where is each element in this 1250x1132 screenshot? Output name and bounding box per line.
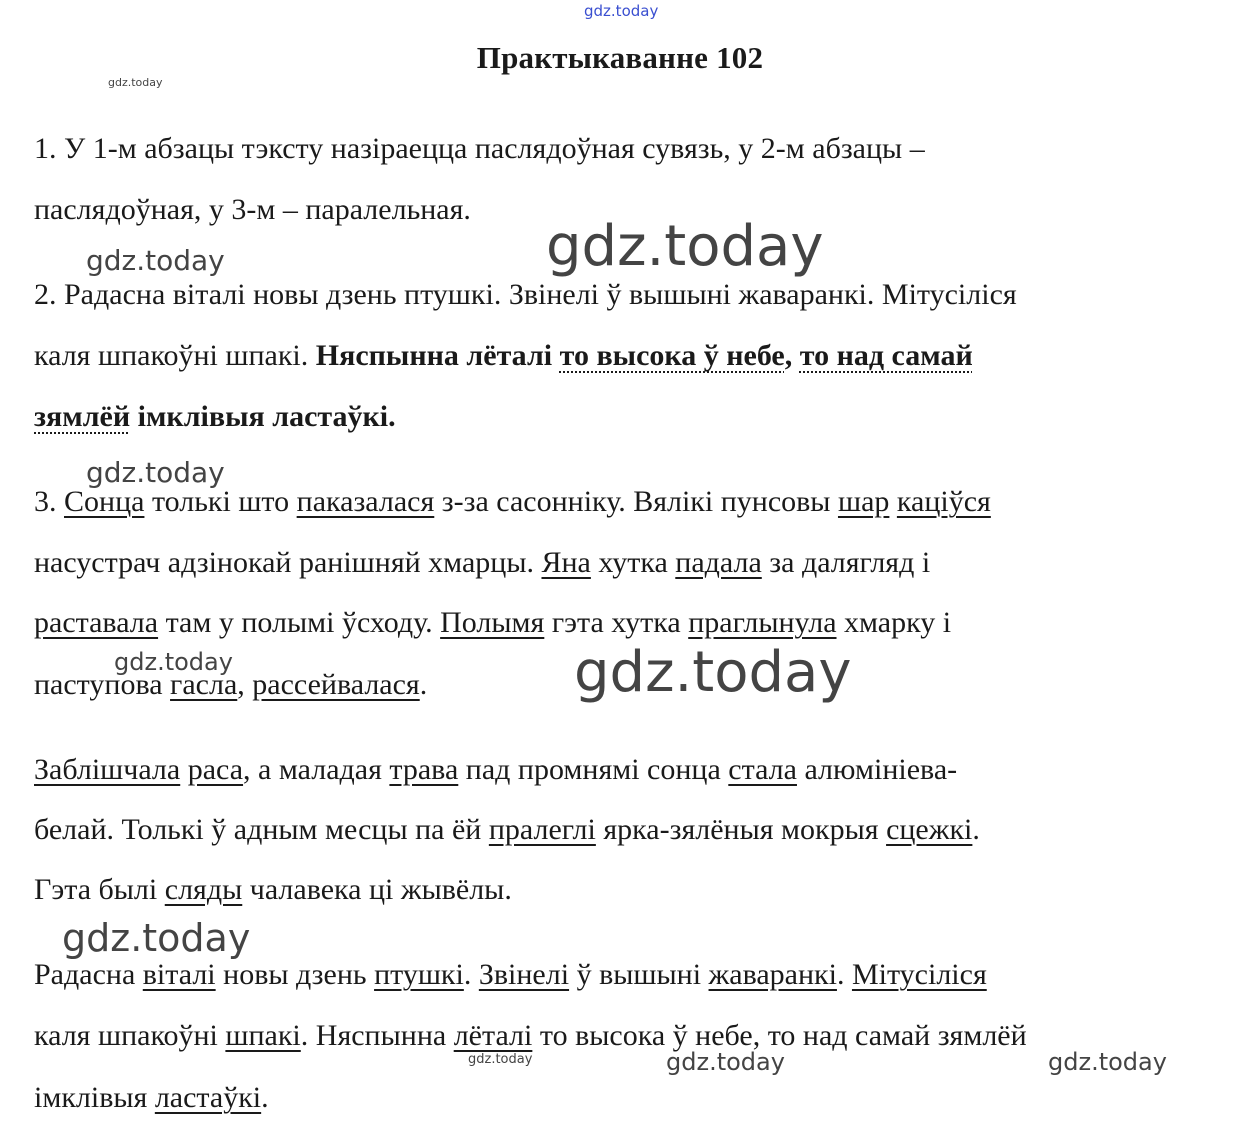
text: . bbox=[463, 958, 479, 991]
text: . Няспынна bbox=[300, 1019, 454, 1052]
p2-bold-text: імклівыя ластаўкі. bbox=[130, 400, 396, 433]
text: ў вышыні bbox=[569, 958, 709, 991]
p2-adverbial: то высока ў небе bbox=[559, 339, 785, 372]
underlined-word: Полымя bbox=[440, 606, 545, 639]
text: . bbox=[261, 1081, 269, 1114]
watermark: gdz.today bbox=[86, 244, 225, 277]
watermark: gdz.today bbox=[666, 1048, 785, 1076]
watermark: gdz.today bbox=[86, 456, 225, 489]
p2-bold-text: Няспынна лёталі bbox=[315, 339, 560, 372]
underlined-word: раставала bbox=[34, 606, 159, 639]
underlined-word: каціўся bbox=[896, 485, 991, 518]
underlined-word: гасла bbox=[170, 668, 238, 701]
underlined-word: паказалася bbox=[296, 485, 435, 518]
text: хутка bbox=[590, 546, 676, 579]
watermark: gdz.today bbox=[584, 2, 659, 20]
text: Радасна bbox=[34, 958, 143, 991]
text: з-за сасоннiку. Вялікі пунсовы bbox=[434, 485, 838, 518]
underlined-word: птушкі bbox=[374, 958, 464, 991]
underlined-word: праглынула bbox=[688, 606, 837, 639]
text: там у полымі ўсходу. bbox=[158, 606, 441, 639]
watermark: gdz.today bbox=[546, 214, 824, 279]
text: , bbox=[237, 668, 253, 701]
watermark: gdz.today bbox=[108, 76, 163, 89]
underlined-word: пралеглі bbox=[488, 813, 596, 846]
text: . bbox=[419, 668, 428, 701]
p3-line-4 bbox=[34, 667, 427, 703]
underlined-word: Сонца bbox=[64, 485, 145, 518]
text: за далягляд і bbox=[761, 546, 931, 579]
watermark: gdz.today bbox=[1048, 1048, 1167, 1076]
underlined-word: жаваранкі bbox=[708, 958, 837, 991]
p4-line-3 bbox=[34, 872, 512, 908]
p3-line-1 bbox=[34, 484, 991, 520]
underlined-word: сляды bbox=[164, 873, 243, 906]
p3-line-2 bbox=[34, 545, 930, 581]
underlined-word: шар bbox=[837, 485, 890, 518]
underlined-word: трава bbox=[389, 753, 459, 786]
underlined-word: Мітусіліся bbox=[851, 958, 987, 991]
p3-line-3 bbox=[34, 605, 951, 641]
text: алюмініева- bbox=[796, 753, 958, 786]
watermark: gdz.today bbox=[574, 640, 852, 705]
text: 3. bbox=[34, 485, 64, 518]
text: Гэта былі bbox=[34, 873, 165, 906]
text: , а маладая bbox=[243, 753, 390, 786]
p5-line-1 bbox=[34, 957, 987, 993]
p2-comma: , bbox=[784, 339, 800, 372]
p2-adverbial: то над самай bbox=[799, 339, 973, 372]
text bbox=[889, 485, 897, 518]
underlined-word: раса bbox=[187, 753, 244, 786]
underlined-word: рассейвалася bbox=[252, 668, 420, 701]
text bbox=[180, 753, 188, 786]
underlined-word: ластаўкі bbox=[154, 1081, 262, 1114]
page-title: Практыкаванне 102 bbox=[476, 40, 764, 75]
p1-line-2: паслядоўная, у 3-м – паралельная. bbox=[34, 193, 471, 226]
underlined-word: шпакі bbox=[225, 1019, 301, 1052]
p5-line-3 bbox=[34, 1080, 269, 1116]
p2-adverbial: зямлёй bbox=[34, 400, 131, 433]
underlined-word: Заблішчала bbox=[34, 753, 181, 786]
p1-line-1: 1. У 1-м абзацы тэксту назіраецца паслядоўная сувязь, у 2-м абзацы – bbox=[34, 132, 925, 165]
underlined-word: лёталі bbox=[453, 1019, 533, 1052]
text: толькі што bbox=[144, 485, 297, 518]
text: белай. Толькі ў адным месцы па ёй bbox=[34, 813, 489, 846]
p4-line-1 bbox=[34, 752, 957, 788]
text: чалавека ці жывёлы. bbox=[242, 873, 512, 906]
text: то высока ў небе, то над самай зямлёй bbox=[532, 1019, 1027, 1052]
underlined-word: Яна bbox=[541, 546, 591, 579]
watermark: gdz.today bbox=[62, 916, 251, 960]
text: імклівыя bbox=[34, 1081, 155, 1114]
watermark: gdz.today bbox=[114, 648, 233, 676]
text: каля шпакоўні bbox=[34, 1019, 226, 1052]
text: новы дзень bbox=[215, 958, 375, 991]
p2-line-3 bbox=[34, 399, 396, 435]
text: насустрач адзінокай ранішняй хмарцы. bbox=[34, 546, 542, 579]
underlined-word: віталі bbox=[142, 958, 216, 991]
underlined-word: сцежкі bbox=[886, 813, 973, 846]
p2-line-2 bbox=[34, 338, 973, 374]
text: ярка-зялёныя мокрыя bbox=[595, 813, 887, 846]
p5-line-2 bbox=[34, 1018, 1027, 1054]
text: . bbox=[836, 958, 852, 991]
watermark: gdz.today bbox=[468, 1052, 533, 1067]
text: паступова bbox=[34, 668, 171, 701]
underlined-word: падала bbox=[675, 546, 762, 579]
underlined-word: стала bbox=[728, 753, 797, 786]
text: пад промнямі сонца bbox=[458, 753, 729, 786]
underlined-word: Звінелі bbox=[478, 958, 570, 991]
p2-text: каля шпакоўні шпакі. bbox=[34, 339, 316, 372]
text: гэта хутка bbox=[544, 606, 689, 639]
p2-line-1: 2. Радасна віталі новы дзень птушкі. Звінелі ў вышыні жаваранкі. Мітусіліся bbox=[34, 278, 1017, 311]
p4-line-2 bbox=[34, 812, 980, 848]
text: хмарку і bbox=[836, 606, 952, 639]
text: . bbox=[972, 813, 980, 846]
